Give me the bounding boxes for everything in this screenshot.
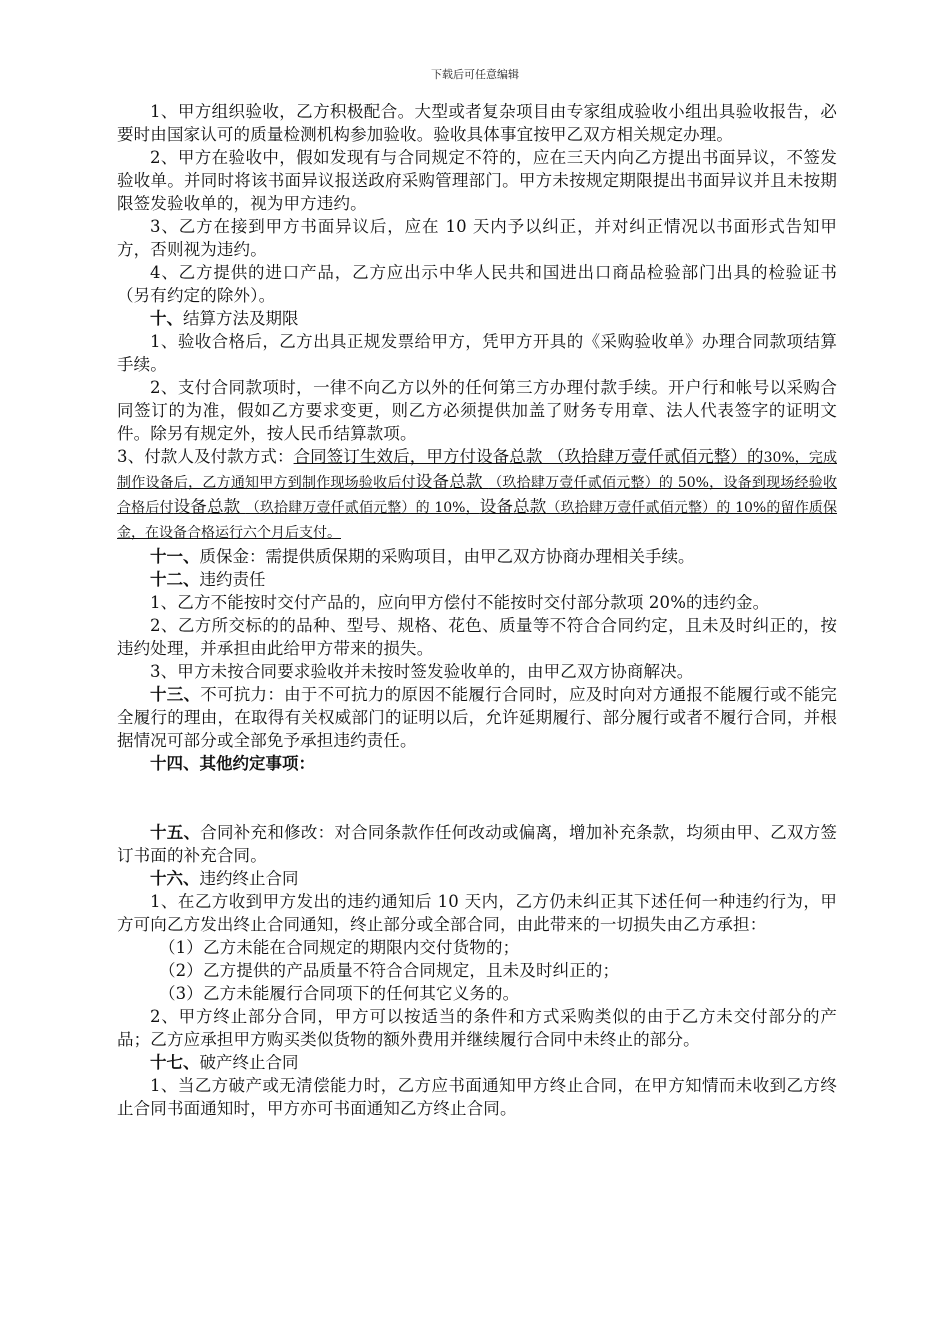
- section-14-heading: [117, 752, 837, 775]
- section-title: 违约责任: [199, 570, 266, 589]
- section-number: 十五、: [150, 823, 201, 842]
- section-13: [117, 683, 837, 752]
- acceptance-item-1: 1、甲方组织验收，乙方积极配合。大型或者复杂项目由专家组成验收小组出具验收报告，必要时由国家认可的质量检测机构参加验收。验收具体事宜按甲乙双方相关规定办理。: [117, 102, 837, 144]
- termination-sub-2: （2）乙方提供的产品质量不符合合同规定，且未及时纠正的；: [159, 961, 620, 980]
- payment-clause: （玖拾肆万壹仟贰佰元整）的 10%的留作质保金，在设备合格运行六个月后支付。: [117, 500, 838, 541]
- section-title: 违约终止合同: [199, 869, 299, 888]
- section-number: 十二、: [150, 570, 200, 589]
- section-number: 十、: [150, 309, 183, 328]
- liability-item-2: 2、乙方所交标的的品种、型号、规格、花色、质量等不符合合同约定，且未及时纠正的，按违约处理，并承担由此给甲方带来的损失。: [117, 616, 837, 658]
- section-10-heading: [117, 307, 837, 330]
- section-number: 十七、: [150, 1053, 200, 1072]
- bankruptcy-item-1: 1、当乙方破产或无清偿能力时，乙方应书面通知甲方终止合同，在甲方知情而未收到乙方终止合同书面通知时，甲方亦可书面通知乙方终止合同。: [117, 1076, 837, 1118]
- section-title: 结算方法及期限: [183, 309, 299, 328]
- payment-clause: 合同签订生效后，甲方付设备总款 （玖拾肆万壹仟贰佰元整）的: [293, 447, 764, 466]
- section-title: 质保金：需提供质保期的采购项目，由甲乙双方协商办理相关手续。: [199, 547, 695, 566]
- section-number: 十六、: [150, 869, 200, 888]
- termination-item-1: 1、在乙方收到甲方发出的违约通知后 10 天内，乙方仍未纠正其下述任何一种违约行为，甲方可向乙方发出终止合同通知，终止部分或全部合同，由此带来的一切损失由乙方承担：: [117, 892, 837, 934]
- termination-sub-1: （1）乙方未能在合同规定的期限内交付货物的；: [159, 938, 520, 957]
- section-11-heading: [117, 545, 837, 568]
- termination-item-2: 2、甲方终止部分合同，甲方可以按适当的条件和方式采购类似的由于乙方未交付部分的产品；乙方应承担甲方购买类似货物的额外费用并继续履行合同中未终止的部分。: [117, 1007, 837, 1049]
- contract-body: [117, 100, 837, 1120]
- payment-clause: （玖拾肆万壹仟贰佰元整）的 10%，: [245, 500, 480, 516]
- section-title: 其他约定事项：: [199, 754, 315, 773]
- payment-clause: （玖拾肆万壹仟贰佰元整）的 50%，设备到现场经验收合格后付: [117, 475, 837, 516]
- payment-terms: [117, 445, 837, 545]
- section-number: 十四、: [150, 754, 200, 773]
- settlement-item-1: 1、验收合格后，乙方出具正规发票给甲方，凭甲方开具的《采购验收单》办理合同款项结算手续。: [117, 332, 837, 374]
- payment-lead: 3、付款人及付款方式：: [117, 447, 294, 466]
- acceptance-item-2: 2、甲方在验收中，假如发现有与合同规定不符的，应在三天内向乙方提出书面异议，不签发验收单。并同时将该书面异议报送政府采购管理部门。甲方未按规定期限提出书面异议并且未按期限签发验收单的，视为甲方违约。: [117, 148, 837, 213]
- section-number: 十三、: [150, 685, 201, 704]
- section-title: 合同补充和修改：对合同条款作任何改动或偏离，增加补充条款，均须由甲、乙双方签订书面的补充合同。: [117, 823, 837, 865]
- settlement-item-2: 2、支付合同款项时，一律不向乙方以外的任何第三方办理付款手续。开户行和帐号以采购合同签订的为准，假如乙方要求变更，则乙方必须提供加盖了财务专用章、法人代表签字的证明文件。除另有规定外，按人民币结算款项。: [117, 378, 837, 443]
- payment-clause: 设备总款: [415, 472, 489, 491]
- liability-item-1: 1、乙方不能按时交付产品的，应向甲方偿付不能按时交付部分款项 20%的违约金。: [150, 593, 770, 612]
- section-12-heading: [117, 568, 837, 591]
- acceptance-item-4: 4、乙方提供的进口产品，乙方应出示中华人民共和国进出口商品检验部门出具的检验证书（另有约定的除外）。: [117, 263, 837, 305]
- page-header: 下载后可任意编辑: [431, 68, 519, 81]
- blank-spacer: [117, 775, 837, 821]
- section-title: 不可抗力：由于不可抗力的原因不能履行合同时，应及时向对方通报不能履行或不能完全履行的理由，在取得有关权威部门的证明以后，允许延期履行、部分履行或者不履行合同，并根据情况可部分或全部免予承担违约责任。: [117, 685, 837, 750]
- liability-item-3: 3、甲方未按合同要求验收并未按时签发验收单的，由甲乙双方协商解决。: [150, 662, 694, 681]
- acceptance-item-3: 3、乙方在接到甲方书面异议后，应在 10 天内予以纠正，并对纠正情况以书面形式告知甲方，否则视为违约。: [117, 217, 837, 259]
- termination-sub-3: （3）乙方未能履行合同项下的任何其它义务的。: [159, 984, 520, 1003]
- payment-clause: 30%，完成制作设备后，乙方通知甲方到制作现场验收后付: [117, 450, 837, 491]
- payment-clause: 设备总款: [173, 497, 246, 516]
- section-title: 破产终止合同: [199, 1053, 299, 1072]
- section-number: 十一、: [150, 547, 200, 566]
- section-17-heading: [117, 1051, 837, 1074]
- section-15: [117, 821, 837, 867]
- payment-clause: 设备总款: [479, 497, 547, 516]
- section-16-heading: [117, 867, 837, 890]
